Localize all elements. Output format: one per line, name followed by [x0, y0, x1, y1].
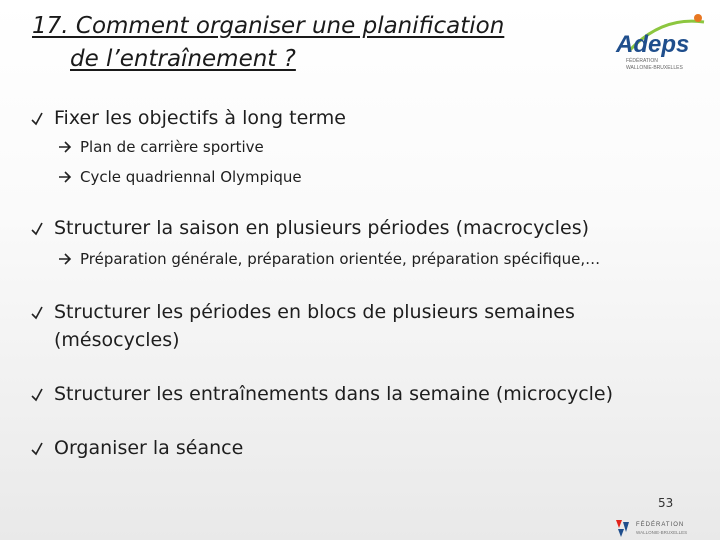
adeps-logo [612, 12, 712, 74]
adeps-logo-name: Adeps [616, 31, 690, 58]
checkmark-icon [30, 434, 54, 462]
sub-bullet-item [58, 166, 700, 188]
bullet-item [30, 298, 700, 354]
sub-bullet-text: Plan de carrière sportive [80, 138, 264, 156]
title-line-1: 17. Comment organiser une planification [32, 13, 505, 39]
adeps-logo-tagline-2: WALLONIE-BRUXELLES [626, 65, 683, 71]
checkmark-icon [30, 214, 54, 242]
bullet-text [54, 298, 575, 354]
federation-logo-text-1: FÉDÉRATION [636, 522, 685, 528]
sub-bullet-item [58, 248, 700, 270]
bullet-item [30, 104, 700, 132]
federation-logo-text-2: WALLONIE-BRUXELLES [636, 530, 688, 535]
adeps-logo-tagline-1: FÉDÉRATION [626, 58, 658, 64]
bullet-text: Organiser la séance [54, 437, 244, 459]
arrow-bullet-icon [58, 136, 80, 158]
arrow-bullet-icon [58, 248, 80, 270]
bullet-text: Fixer les objectifs à long terme [54, 107, 346, 129]
bullet-list [30, 104, 700, 462]
sub-bullet-item [58, 136, 700, 158]
bullet-item [30, 380, 700, 408]
arrow-bullet-icon [58, 166, 80, 188]
checkmark-icon [30, 298, 54, 354]
bullet-item [30, 434, 700, 462]
page-number: 53 [658, 496, 674, 510]
checkmark-icon [30, 104, 54, 132]
federation-logo [612, 516, 712, 538]
slide-title [32, 10, 592, 76]
title-line-2: de l’entraînement ? [70, 46, 296, 72]
bullet-item [30, 214, 700, 242]
bullet-text: Structurer les entraînements dans la semaine (microcycle) [54, 383, 614, 405]
bullet-text-line-1: Structurer les périodes en blocs de plusieurs semaines [54, 301, 575, 323]
bullet-text-line-2: (mésocycles) [54, 329, 180, 351]
checkmark-icon [30, 380, 54, 408]
sub-bullet-text: Cycle quadriennal Olympique [80, 168, 302, 186]
bullet-text: Structurer la saison en plusieurs périodes (macrocycles) [54, 217, 590, 239]
sub-bullet-text: Préparation générale, préparation orientée, préparation spécifique,… [80, 250, 601, 268]
